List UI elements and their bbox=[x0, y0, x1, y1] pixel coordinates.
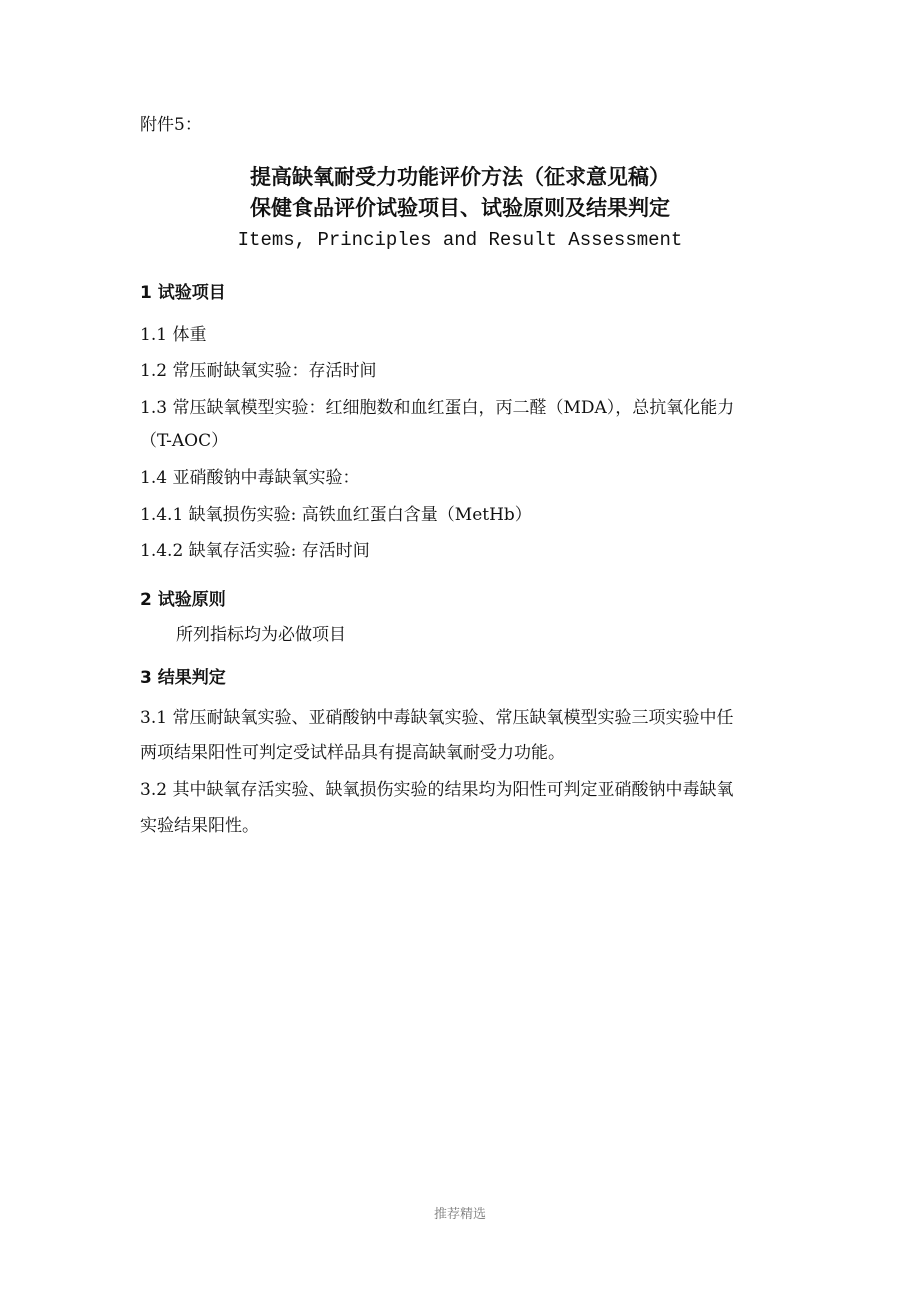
attachment-label: 附件5： bbox=[140, 115, 202, 135]
page-footer: 推荐精选 bbox=[433, 1207, 486, 1222]
list-item: 1.2 常压耐缺氧实验：存活时间 bbox=[140, 361, 377, 381]
paragraph: 所列指标均为必做项目 bbox=[176, 625, 346, 645]
section-heading: 1 试验项目 bbox=[140, 283, 226, 303]
section-heading: 2 试验原则 bbox=[140, 590, 226, 610]
list-item: （T-AOC） bbox=[140, 431, 229, 451]
document-title: 提高缺氧耐受力功能评价方法（征求意见稿） bbox=[250, 165, 670, 189]
list-item: 1.4.1 缺氧损伤实验: 高铁血红蛋白含量（MetHb） bbox=[140, 505, 532, 525]
paragraph: 3.2 其中缺氧存活实验、缺氧损伤实验的结果均为阳性可判定亚硝酸钠中毒缺氧 bbox=[140, 780, 734, 800]
list-item: 1.3 常压缺氧模型实验：红细胞数和血红蛋白，丙二醛（MDA），总抗氧化能力 bbox=[140, 398, 735, 418]
section-heading: 3 结果判定 bbox=[140, 668, 226, 688]
document-subtitle: 保健食品评价试验项目、试验原则及结果判定 bbox=[250, 196, 670, 220]
paragraph: 实验结果阳性。 bbox=[140, 816, 259, 836]
english-title: Items, Principles and Result Assessment bbox=[237, 229, 683, 251]
list-item: 1.1 体重 bbox=[140, 325, 207, 345]
list-item: 1.4.2 缺氧存活实验: 存活时间 bbox=[140, 541, 370, 561]
paragraph: 两项结果阳性可判定受试样品具有提高缺氧耐受力功能。 bbox=[140, 743, 565, 763]
list-item: 1.4 亚硝酸钠中毒缺氧实验： bbox=[140, 468, 360, 488]
paragraph: 3.1 常压耐缺氧实验、亚硝酸钠中毒缺氧实验、常压缺氧模型实验三项实验中任 bbox=[140, 708, 734, 728]
